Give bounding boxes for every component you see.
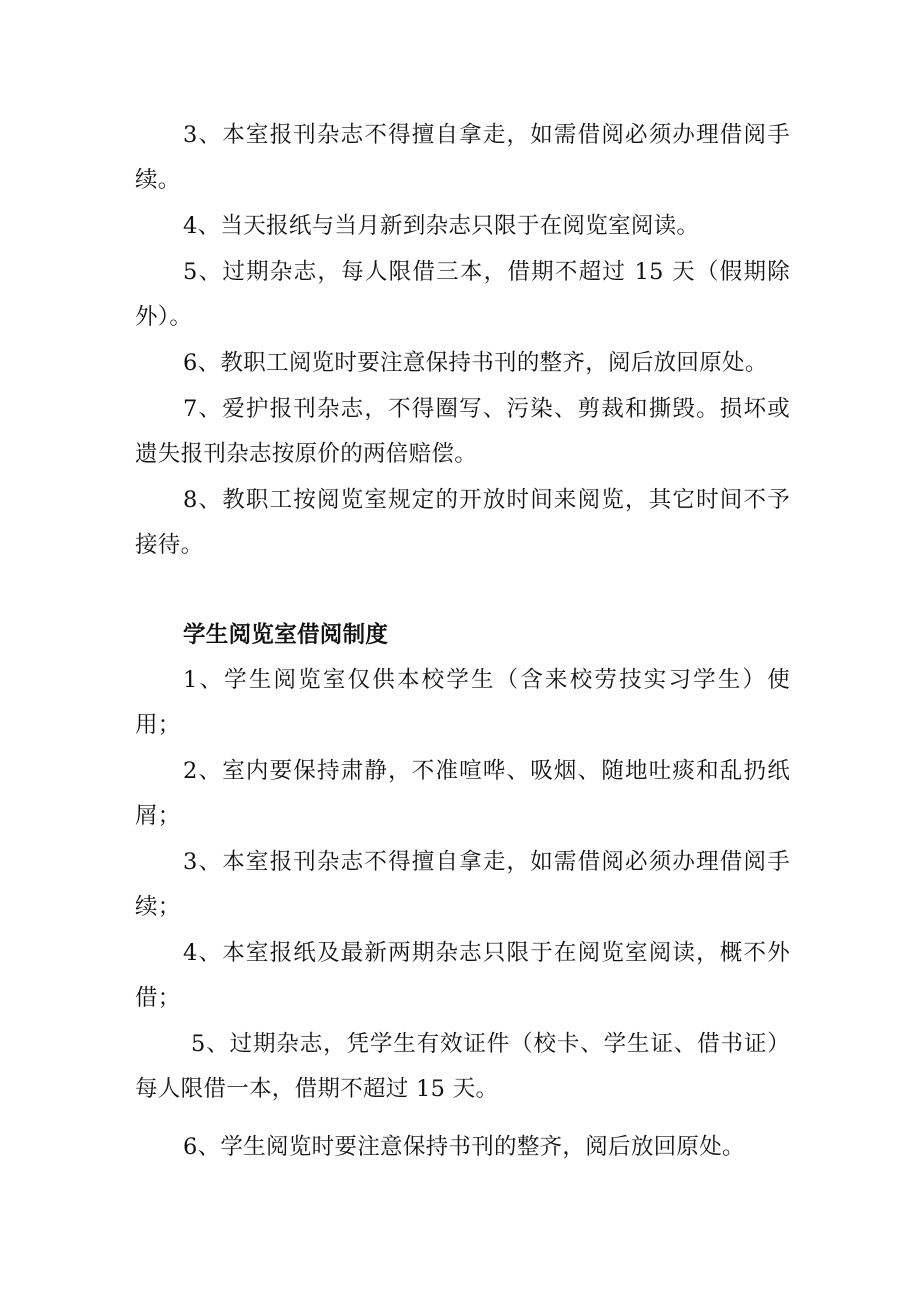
document-body: [135, 113, 790, 1171]
section-heading: 学生阅览室借阅制度: [183, 622, 389, 648]
rule-item: 6、教职工阅览时要注意保持书刊的整齐，阅后放回原处。: [183, 350, 768, 376]
section-spacer: [135, 569, 790, 613]
rule-item: 6、学生阅览时要注意保持书刊的整齐，阅后放回原处。: [183, 1134, 745, 1160]
rule-item: 5、过期杂志，凭学生有效证件（校卡、学生证、借书证）每人限借一本，借期不超过 15 天。: [135, 1031, 790, 1102]
rule-item: 1、学生阅览室仅供本校学生（含来校劳技实习学生）使用；: [135, 667, 790, 738]
rule-item: 4、本室报纸及最新两期杂志只限于在阅览室阅读，概不外借；: [135, 940, 790, 1011]
rule-item: 7、爱护报刊杂志，不得圈写、污染、剪裁和撕毁。损坏或遗失报刊杂志按原价的两倍赔偿。: [135, 396, 790, 467]
rule-item: 4、当天报纸与当月新到杂志只限于在阅览室阅读。: [183, 213, 700, 239]
rule-item: 3、本室报刊杂志不得擅自拿走，如需借阅必须办理借阅手续。: [135, 122, 790, 193]
paragraph-spacer: [135, 1113, 790, 1125]
rule-item: 3、本室报刊杂志不得擅自拿走，如需借阅必须办理借阅手续；: [135, 849, 790, 920]
rule-item: 5、过期杂志，每人限借三本，借期不超过 15 天（假期除外）。: [135, 259, 790, 330]
rule-item: 8、教职工按阅览室规定的开放时间来阅览，其它时间不予接待。: [135, 487, 790, 558]
rule-item: 2、室内要保持肃静，不准喧哗、吸烟、随地吐痰和乱扔纸屑；: [135, 758, 790, 829]
